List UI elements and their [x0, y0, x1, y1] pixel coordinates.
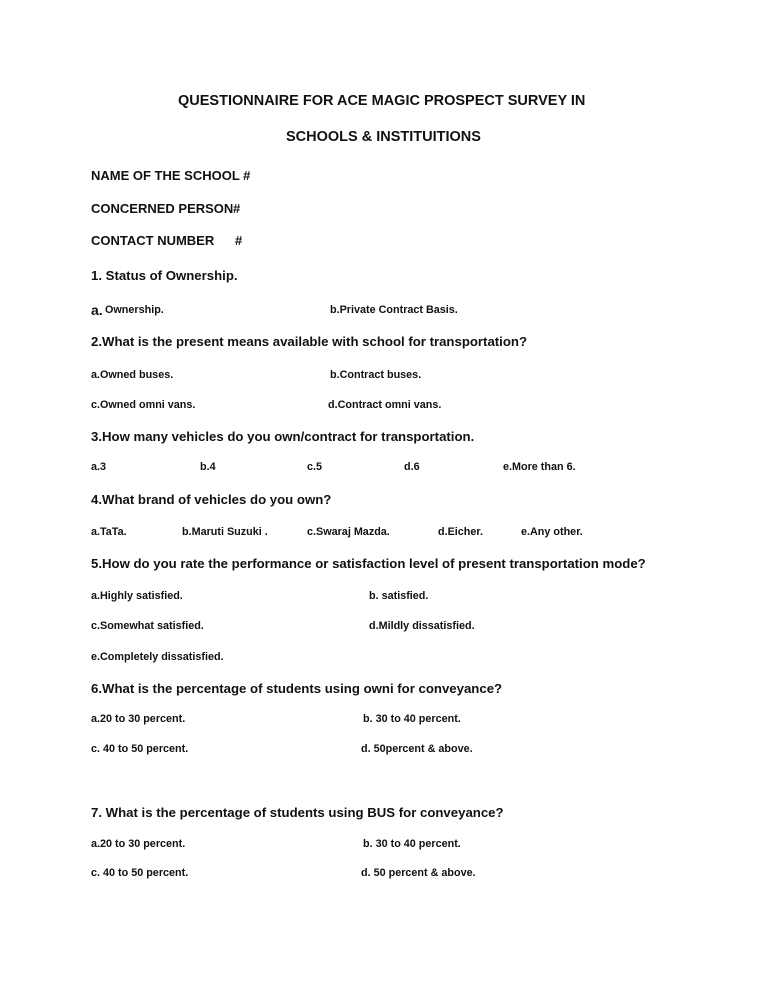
q4-option-a: a.TaTa.: [91, 526, 127, 538]
q1-option-a-letter: a.: [91, 302, 103, 318]
q3-option-c: c.5: [307, 461, 323, 473]
q4-option-d: d.Eicher.: [438, 526, 484, 538]
school-name-label: NAME OF THE SCHOOL #: [91, 168, 251, 183]
q7-option-a: a.20 to 30 percent.: [91, 838, 186, 850]
q1-option-b: b.Private Contract Basis.: [330, 304, 458, 316]
q5-option-b: b. satisfied.: [369, 590, 429, 602]
q2-option-d: d.Contract omni vans.: [328, 399, 442, 411]
question-5: 5.How do you rate the performance or satisfaction level of present transportation mode?: [91, 556, 646, 571]
contact-number-label: CONTACT NUMBER: [91, 233, 215, 248]
question-4: 4.What brand of vehicles do you own?: [91, 492, 332, 507]
page-title-line-1: QUESTIONNAIRE FOR ACE MAGIC PROSPECT SURVEY IN: [178, 93, 586, 109]
concerned-person-hash: #: [233, 201, 241, 216]
question-6: 6.What is the percentage of students using owni for conveyance?: [91, 681, 503, 696]
q6-option-a: a.20 to 30 percent.: [91, 713, 186, 725]
q5-option-a: a.Highly satisfied.: [91, 590, 183, 602]
q5-option-c: c.Somewhat satisfied.: [91, 620, 204, 632]
q3-option-e: e.More than 6.: [503, 461, 576, 473]
q7-option-c: c. 40 to 50 percent.: [91, 867, 189, 879]
q4-option-e: e.Any other.: [521, 526, 583, 538]
q2-option-c: c.Owned omni vans.: [91, 399, 196, 411]
q3-option-d: d.6: [404, 461, 420, 473]
concerned-person-label: CONCERNED PERSON: [91, 201, 234, 216]
q7-option-d: d. 50 percent & above.: [361, 867, 476, 879]
q4-option-c: c.Swaraj Mazda.: [307, 526, 390, 538]
q1-option-a: Ownership.: [105, 304, 164, 316]
q6-option-c: c. 40 to 50 percent.: [91, 743, 189, 755]
question-7: 7. What is the percentage of students using BUS for conveyance?: [91, 805, 504, 820]
page-title-line-2: SCHOOLS & INSTITUITIONS: [286, 129, 481, 145]
q2-option-a: a.Owned buses.: [91, 369, 174, 381]
question-1: 1. Status of Ownership.: [91, 268, 238, 283]
q4-option-b: b.Maruti Suzuki .: [182, 526, 268, 538]
q7-option-b: b. 30 to 40 percent.: [363, 838, 461, 850]
q3-option-a: a.3: [91, 461, 107, 473]
contact-number-hash: #: [235, 233, 243, 248]
q3-option-b: b.4: [200, 461, 216, 473]
question-3: 3.How many vehicles do you own/contract for transportation.: [91, 429, 475, 444]
q6-option-d: d. 50percent & above.: [361, 743, 473, 755]
q2-option-b: b.Contract buses.: [330, 369, 422, 381]
question-2: 2.What is the present means available with school for transportation?: [91, 334, 528, 349]
q5-option-d: d.Mildly dissatisfied.: [369, 620, 475, 632]
q5-option-e: e.Completely dissatisfied.: [91, 651, 224, 663]
q6-option-b: b. 30 to 40 percent.: [363, 713, 461, 725]
